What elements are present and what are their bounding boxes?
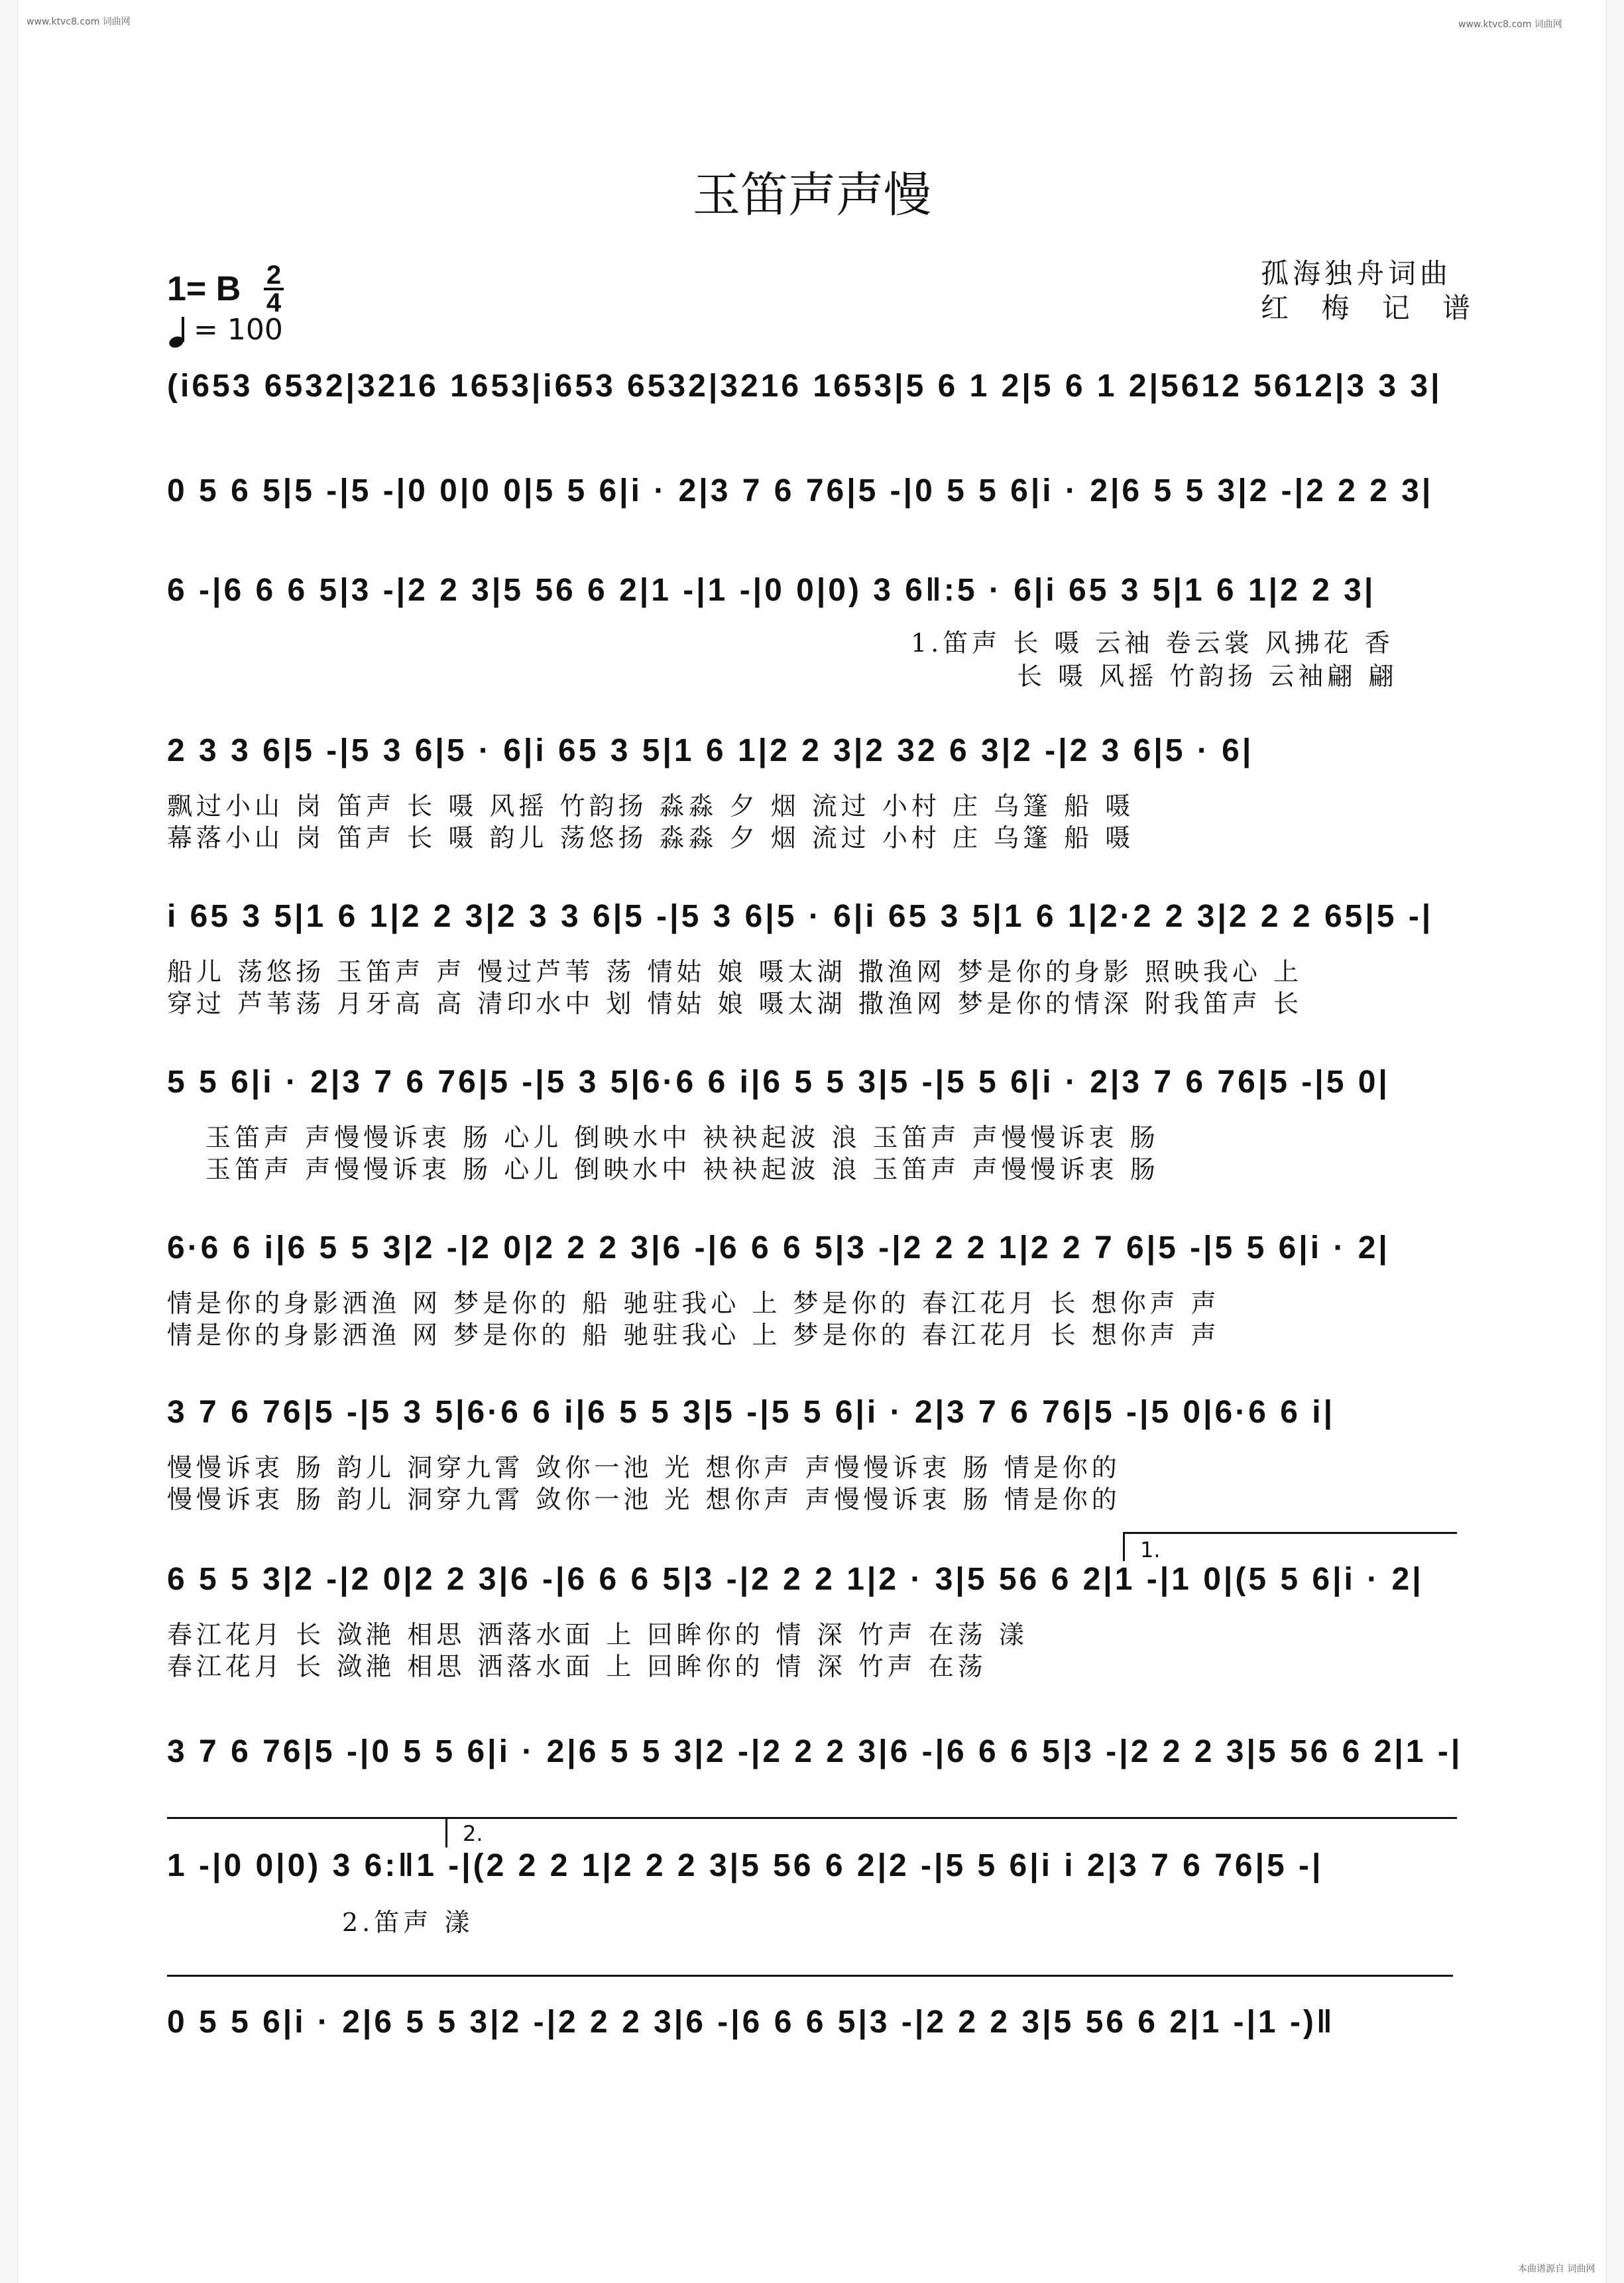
time-signature-top: 2 xyxy=(266,261,282,290)
notation-line: 0 5 6 5|5 -|5 -|0 0|0 0|5 5 6|i · 2|3 7 6 76|5 -|0 5 5 6|i · 2|6 5 5 3|2 -|2 2 2 3| xyxy=(167,473,1434,508)
staff-row-9 xyxy=(167,1537,1457,1681)
tempo-value: = 100 xyxy=(194,313,283,347)
composer-credit: 孤海独舟词曲 xyxy=(1261,257,1452,290)
notation-line: 5 5 6|i · 2|3 7 6 76|5 -|5 3 5|6·6 6 i|6 5 5 3|5 -|5 5 6|i · 2|3 7 6 76|5 -|5 0| xyxy=(167,1065,1390,1100)
volta-bracket-1 xyxy=(1123,1532,1457,1534)
lyric-verse-1: 春江花月 长 潋滟 相思 洒落水面 上 回眸你的 情 深 竹声 在荡 漾 xyxy=(167,1620,1028,1649)
notation-line: 6·6 6 i|6 5 5 3|2 -|2 0|2 2 2 3|6 -|6 6 6 5|3 -|2 2 2 1|2 2 7 6|5 -|5 5 6|i · 2| xyxy=(167,1230,1390,1265)
header-left-tag: www.ktvc8.com 词曲网 xyxy=(27,17,131,27)
notation-line: i 65 3 5|1 6 1|2 2 3|2 3 3 6|5 -|5 3 6|5 · 6|i 65 3 5|1 6 1|2·2 2 3|2 2 2 65|5 -| xyxy=(167,899,1434,934)
key-signature: 1= B xyxy=(167,270,241,308)
time-signature xyxy=(264,261,284,318)
lyric-verse-1: 船儿 荡悠扬 玉笛声 声 慢过芦苇 荡 情姑 娘 嗫太湖 撒渔网 梦是你的身影 照映我心 上 xyxy=(167,957,1303,986)
staff-row-4 xyxy=(167,732,1457,852)
staff-row-6 xyxy=(167,1064,1457,1184)
notation-line: 1 -|0 0|0) 3 6:‖1 -|(2 2 2 1|2 2 2 3|5 56 6 2|2 -|5 5 6|i i 2|3 7 6 76|5 -| xyxy=(167,1848,1324,1883)
phrase-line xyxy=(167,1975,1453,1977)
notation-line: 6 5 5 3|2 -|2 0|2 2 3|6 -|6 6 6 5|3 -|2 2 2 1|2 · 3|5 56 6 2|1 -|1 0|(5 5 6|i · 2| xyxy=(167,1562,1424,1597)
staff-row-7 xyxy=(167,1230,1457,1350)
staff-row-2 xyxy=(167,473,1457,552)
right-margin-strip xyxy=(1606,0,1624,2283)
staff-row-11 xyxy=(167,1821,1457,1937)
lyric-verse-1: 玉笛声 声慢慢诉衷 肠 心儿 倒映水中 袂袂起波 浪 玉笛声 声慢慢诉衷 肠 xyxy=(205,1123,1159,1152)
volta-bracket-tail xyxy=(167,1817,445,1819)
volta-label-2: 2. xyxy=(463,1821,483,1846)
staff-row-8 xyxy=(167,1394,1457,1514)
notation-line: 3 7 6 76|5 -|5 3 5|6·6 6 i|6 5 5 3|5 -|5 5 6|i · 2|3 7 6 76|5 -|5 0|6·6 6 i| xyxy=(167,1395,1336,1430)
transcriber-credit: 红 梅 记 谱 xyxy=(1261,292,1483,324)
tempo-marking xyxy=(167,313,283,349)
lyric-verse-2: 情是你的身影洒渔 网 梦是你的 船 驰驻我心 上 梦是你的 春江花月 长 想你声 声 xyxy=(167,1320,1220,1350)
footer-note: 本曲谱源自 词曲网 xyxy=(1518,2264,1595,2274)
notation-line: 2 3 3 6|5 -|5 3 6|5 · 6|i 65 3 5|1 6 1|2 2 3|2 32 6 3|2 -|2 3 6|5 · 6| xyxy=(167,733,1254,768)
staff-row-12 xyxy=(167,2004,1457,2083)
header-right-tag: www.ktvc8.com 词曲网 xyxy=(1458,19,1562,30)
notation-line: (i653 6532|3216 1653|i653 6532|3216 1653|5 6 1 2|5 6 1 2|5612 5612|3 3 3| xyxy=(167,369,1442,404)
volta-bracket-2-edge xyxy=(445,1817,447,1847)
notation-line: 3 7 6 76|5 -|0 5 5 6|i · 2|6 5 5 3|2 -|2 2 2 3|6 -|6 6 6 5|3 -|2 2 2 3|5 56 6 2|1 -| xyxy=(167,1734,1463,1769)
lyric-verse-2: 玉笛声 声慢慢诉衷 肠 心儿 倒映水中 袂袂起波 浪 玉笛声 声慢慢诉衷 肠 xyxy=(205,1155,1159,1184)
lyric-verse-1: 1.笛声 长 嗫 云袖 卷云裳 风拂花 香 xyxy=(911,628,1394,658)
staff-row-3 xyxy=(167,572,1457,691)
lyric-verse-1: 情是你的身影洒渔 网 梦是你的 船 驰驻我心 上 梦是你的 春江花月 长 想你声 声 xyxy=(167,1289,1220,1318)
volta-bracket-1-edge xyxy=(1123,1532,1125,1561)
left-margin-strip xyxy=(0,0,18,2283)
lyric-verse-1: 2.笛声 漾 xyxy=(342,1908,474,1937)
time-signature-bottom: 4 xyxy=(266,288,282,318)
staff-row-10 xyxy=(167,1733,1463,1813)
lyric-verse-2: 长 嗫 风摇 竹韵扬 云袖翩 翩 xyxy=(1017,662,1398,691)
lyric-verse-2: 慢慢诉衷 肠 韵儿 洞穿九霄 敛你一池 光 想你声 声慢慢诉衷 肠 情是你的 xyxy=(167,1485,1121,1514)
lyric-verse-2: 幕落小山 岗 笛声 长 嗫 韵儿 荡悠扬 淼淼 夕 烟 流过 小村 庄 乌篷 船 嗫 xyxy=(167,823,1135,852)
notation-line: 0 5 5 6|i · 2|6 5 5 3|2 -|2 2 2 3|6 -|6 6 6 5|3 -|2 2 2 3|5 56 6 2|1 -|1 -)‖ xyxy=(167,2005,1335,2040)
quarter-note-icon xyxy=(167,314,194,349)
lyric-verse-1: 飘过小山 岗 笛声 长 嗫 风摇 竹韵扬 淼淼 夕 烟 流过 小村 庄 乌篷 船 嗫 xyxy=(167,791,1135,821)
notation-line: 6 -|6 6 6 5|3 -|2 2 3|5 56 6 2|1 -|1 -|0 0|0) 3 6‖:5 · 6|i 65 3 5|1 6 1|2 2 3| xyxy=(167,573,1376,608)
staff-row-1 xyxy=(167,368,1457,447)
volta-bracket-2 xyxy=(445,1817,1457,1819)
lyric-verse-1: 慢慢诉衷 肠 韵儿 洞穿九霄 敛你一池 光 想你声 声慢慢诉衷 肠 情是你的 xyxy=(167,1453,1121,1482)
volta-label-1: 1. xyxy=(1140,1537,1161,1562)
lyric-verse-2: 春江花月 长 潋滟 相思 洒落水面 上 回眸你的 情 深 竹声 在荡 xyxy=(167,1652,987,1681)
score-title: 玉笛声声慢 xyxy=(692,167,931,223)
staff-row-5 xyxy=(167,898,1457,1018)
lyric-verse-2: 穿过 芦苇荡 月牙高 高 清印水中 划 情姑 娘 嗫太湖 撒渔网 梦是你的情深 附我笛声 长 xyxy=(167,989,1303,1018)
